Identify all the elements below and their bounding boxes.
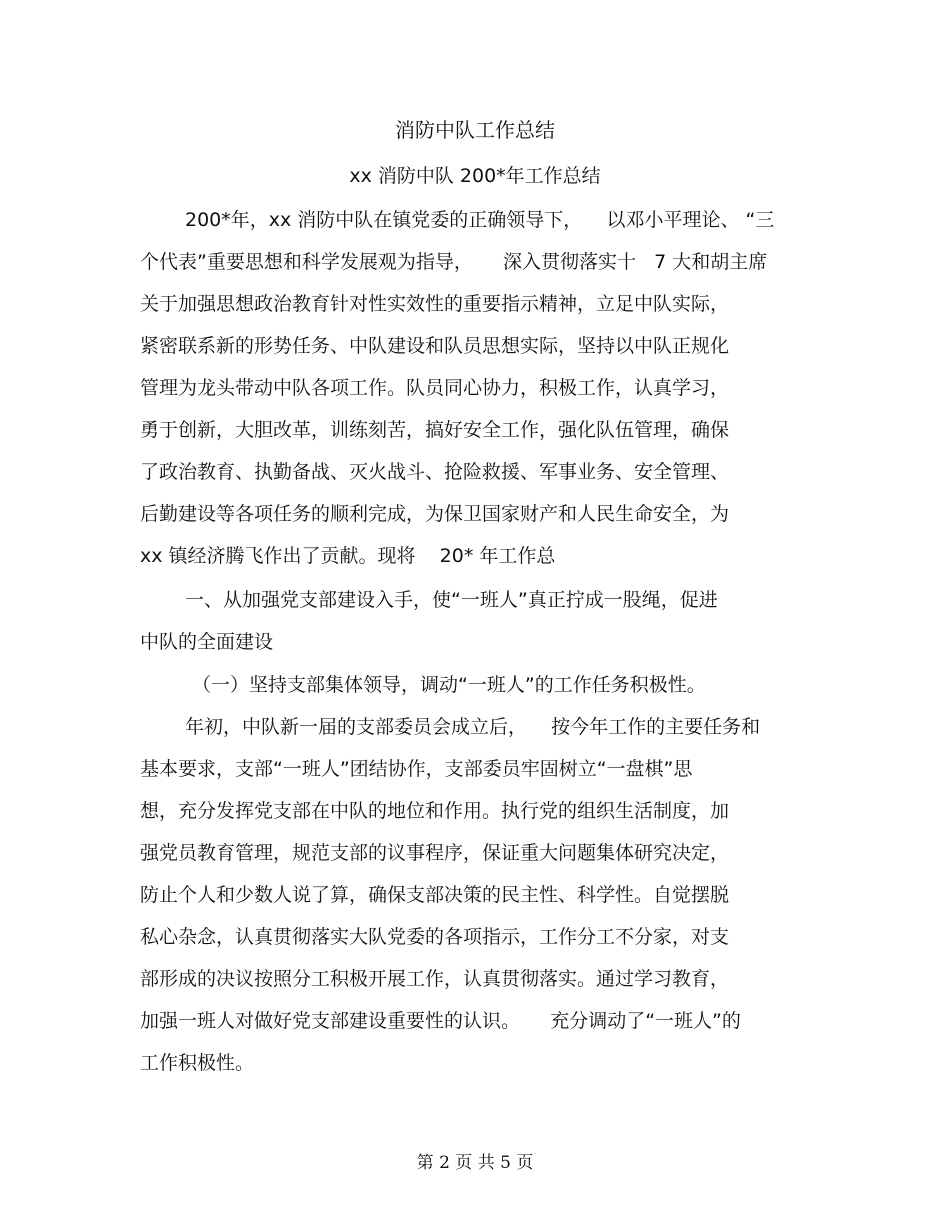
paragraph-line: 年初，中队新一届的支部委员会成立后， 按今年工作的主要任务和 bbox=[185, 716, 761, 738]
document-subtitle: xx 消防中队 200*年工作总结 bbox=[349, 165, 601, 187]
paragraph-line: 紧密联系新的形势任务、中队建设和队员思想实际，坚持以中队正规化 bbox=[140, 335, 730, 357]
page-number-footer: 第 2 页 共 5 页 bbox=[416, 1153, 534, 1173]
paragraph-line: （一）坚持支部集体领导，调动“一班人”的工作任务积极性。 bbox=[192, 674, 706, 696]
paragraph-line: 工作积极性。 bbox=[140, 1052, 255, 1074]
paragraph-line: 私心杂念，认真贯彻落实大队党委的各项指示，工作分工不分家，对支 bbox=[140, 926, 730, 948]
paragraph-line: 一、从加强党支部建设入手，使“一班人”真正拧成一股绳，促进 bbox=[185, 589, 718, 611]
paragraph-line: xx 镇经济腾飞作出了贡献。现将 20* 年工作总 bbox=[140, 545, 556, 567]
paragraph-line: 关于加强思想政治教育针对性实效性的重要指示精神，立足中队实际， bbox=[140, 293, 730, 315]
paragraph-line: 防止个人和少数人说了算，确保支部决策的民主性、科学性。自觉摆脱 bbox=[140, 884, 730, 906]
paragraph-line: 基本要求，支部“一班人”团结协作，支部委员牢固树立“一盘棋”思 bbox=[140, 758, 693, 780]
paragraph-line: 管理为龙头带动中队各项工作。队员同心协力，积极工作，认真学习， bbox=[140, 377, 730, 399]
paragraph-line: 勇于创新，大胆改革，训练刻苦，搞好安全工作，强化队伍管理，确保 bbox=[140, 419, 730, 441]
paragraph-line: 中队的全面建设 bbox=[140, 631, 274, 653]
paragraph-line: 后勤建设等各项任务的顺利完成，为保卫国家财产和人民生命安全，为 bbox=[140, 503, 730, 525]
paragraph-line: 加强一班人对做好党支部建设重要性的认识。 充分调动了“一班人”的 bbox=[140, 1010, 741, 1032]
paragraph-line: 强党员教育管理，规范支部的议事程序，保证重大问题集体研究决定， bbox=[140, 842, 730, 864]
paragraph-line: 部形成的决议按照分工积极开展工作，认真贯彻落实。通过学习教育， bbox=[140, 968, 730, 990]
paragraph-line: 200*年，xx 消防中队在镇党委的正确领导下， 以邓小平理论、 “三 bbox=[185, 209, 775, 231]
paragraph-line: 了政治教育、执勤备战、灭火战斗、抢险救援、军事业务、安全管理、 bbox=[140, 461, 730, 483]
paragraph-line: 个代表”重要思想和科学发展观为指导， 深入贯彻落实十 7 大和胡主席 bbox=[140, 251, 768, 273]
paragraph-line: 想，充分发挥党支部在中队的地位和作用。执行党的组织生活制度，加 bbox=[140, 800, 730, 822]
document-title: 消防中队工作总结 bbox=[395, 118, 555, 142]
